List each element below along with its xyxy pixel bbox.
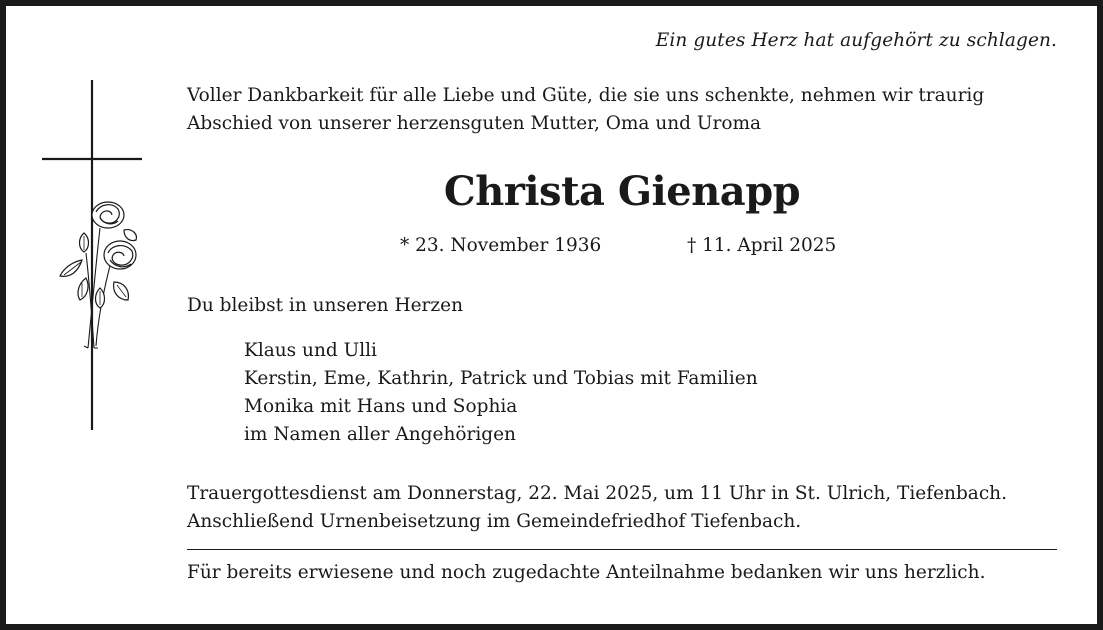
mourner-line: Monika mit Hans und Sophia <box>244 396 518 417</box>
service-line: Trauergottesdienst am Donnerstag, 22. Mai 2025, um 11 Uhr in St. Ulrich, Tiefenbach. <box>187 483 1007 504</box>
quote-line: Ein gutes Herz hat aufgehört zu schlagen. <box>655 30 1057 51</box>
divider <box>187 549 1057 550</box>
mourners-list <box>244 337 758 449</box>
mourner-line: im Namen aller Angehörigen <box>244 424 516 445</box>
intro-text <box>187 82 1057 138</box>
cross-with-roses-icon <box>38 78 148 433</box>
intro-line: Voller Dankbarkeit für alle Liebe und Güte, die sie uns schenkte, nehmen wir traurig <box>187 85 985 106</box>
death-date: † 11. April 2025 <box>687 235 837 256</box>
mourner-line: Klaus und Ulli <box>244 340 377 361</box>
thanks-line: Für bereits erwiesene und noch zugedachte Anteilnahme bedanken wir uns herzlich. <box>187 562 986 583</box>
deceased-name: Christa Gienapp <box>443 168 801 215</box>
farewell-line: Du bleibst in unseren Herzen <box>187 295 464 316</box>
service-line: Anschließend Urnenbeisetzung im Gemeindefriedhof Tiefenbach. <box>187 511 802 532</box>
mourner-line: Kerstin, Eme, Kathrin, Patrick und Tobias mit Familien <box>244 368 758 389</box>
service-info <box>187 480 1007 536</box>
intro-line: Abschied von unserer herzensguten Mutter, Oma und Uroma <box>187 113 762 134</box>
birth-date: * 23. November 1936 <box>400 235 602 256</box>
